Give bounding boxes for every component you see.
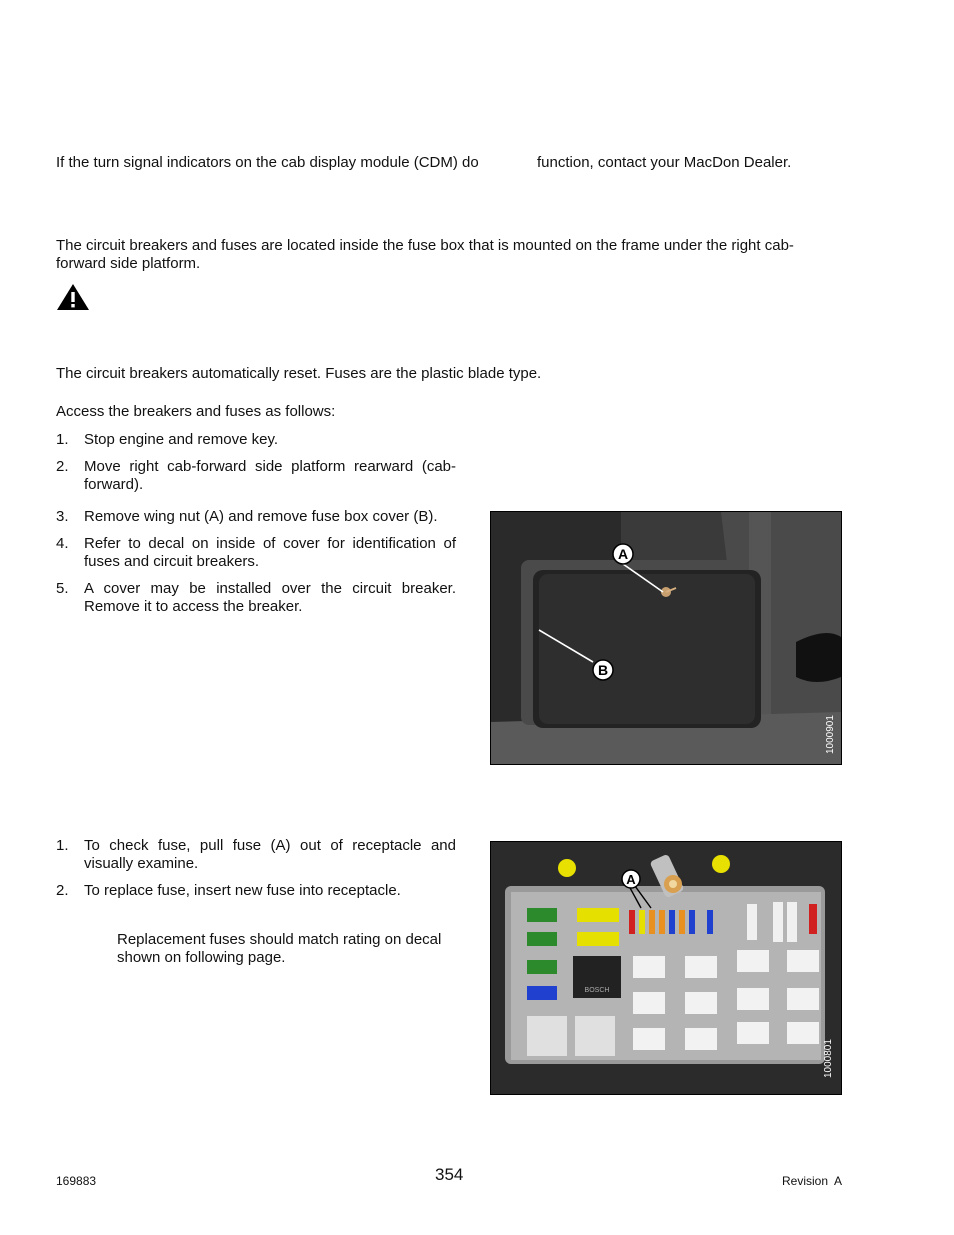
list-item: 1. Stop engine and remove key. bbox=[56, 431, 279, 448]
page-number: 354 bbox=[435, 1165, 464, 1184]
list-item: 2. Move right cab-forward side platform rearward (cab-forward). bbox=[56, 458, 456, 493]
turn-signal-text-right: function, contact your MacDon Dealer. bbox=[537, 154, 792, 171]
access-steps-list bbox=[56, 431, 456, 625]
note-text: Replacement fuses should match rating on decal shown on following page. bbox=[117, 931, 442, 966]
callout-b-label: B bbox=[597, 662, 609, 678]
list-item: 3. Remove wing nut (A) and remove fuse box cover (B). bbox=[56, 508, 438, 525]
fuse-box-location-text: The circuit breakers and fuses are located inside the fuse box that is mounted on the frame under the right cab-forward side platform. bbox=[56, 237, 794, 272]
figure-id: 1000801 bbox=[823, 1039, 834, 1078]
turn-signal-text-left: If the turn signal indicators on the cab display module (CDM) do bbox=[56, 154, 479, 171]
access-intro-text: Access the breakers and fuses as follows: bbox=[56, 403, 336, 420]
callout-a-label: A bbox=[626, 872, 636, 887]
doc-number: 169883 bbox=[56, 1174, 97, 1188]
fuse-box-cover-figure bbox=[490, 511, 842, 765]
revision-label: Revision A bbox=[782, 1174, 843, 1188]
list-item: 4. Refer to decal on inside of cover for identification of fuses and circuit breakers. bbox=[56, 535, 456, 570]
breakers-reset-text: The circuit breakers automatically reset. Fuses are the plastic blade type. bbox=[56, 365, 542, 382]
figure-id: 1000901 bbox=[825, 715, 836, 754]
warning-triangle-icon bbox=[56, 283, 90, 311]
list-item: 5. A cover may be installed over the circuit breaker. Remove it to access the breaker. bbox=[56, 580, 456, 615]
relay-brand-label: BOSCH bbox=[584, 987, 610, 994]
check-steps-list bbox=[56, 837, 456, 909]
callout-a-label: A bbox=[617, 546, 629, 562]
fuse-panel-figure bbox=[490, 841, 842, 1095]
list-item: 1. To check fuse, pull fuse (A) out of receptacle and visually examine. bbox=[56, 837, 456, 872]
list-item: 2. To replace fuse, insert new fuse into receptacle. bbox=[56, 882, 401, 899]
